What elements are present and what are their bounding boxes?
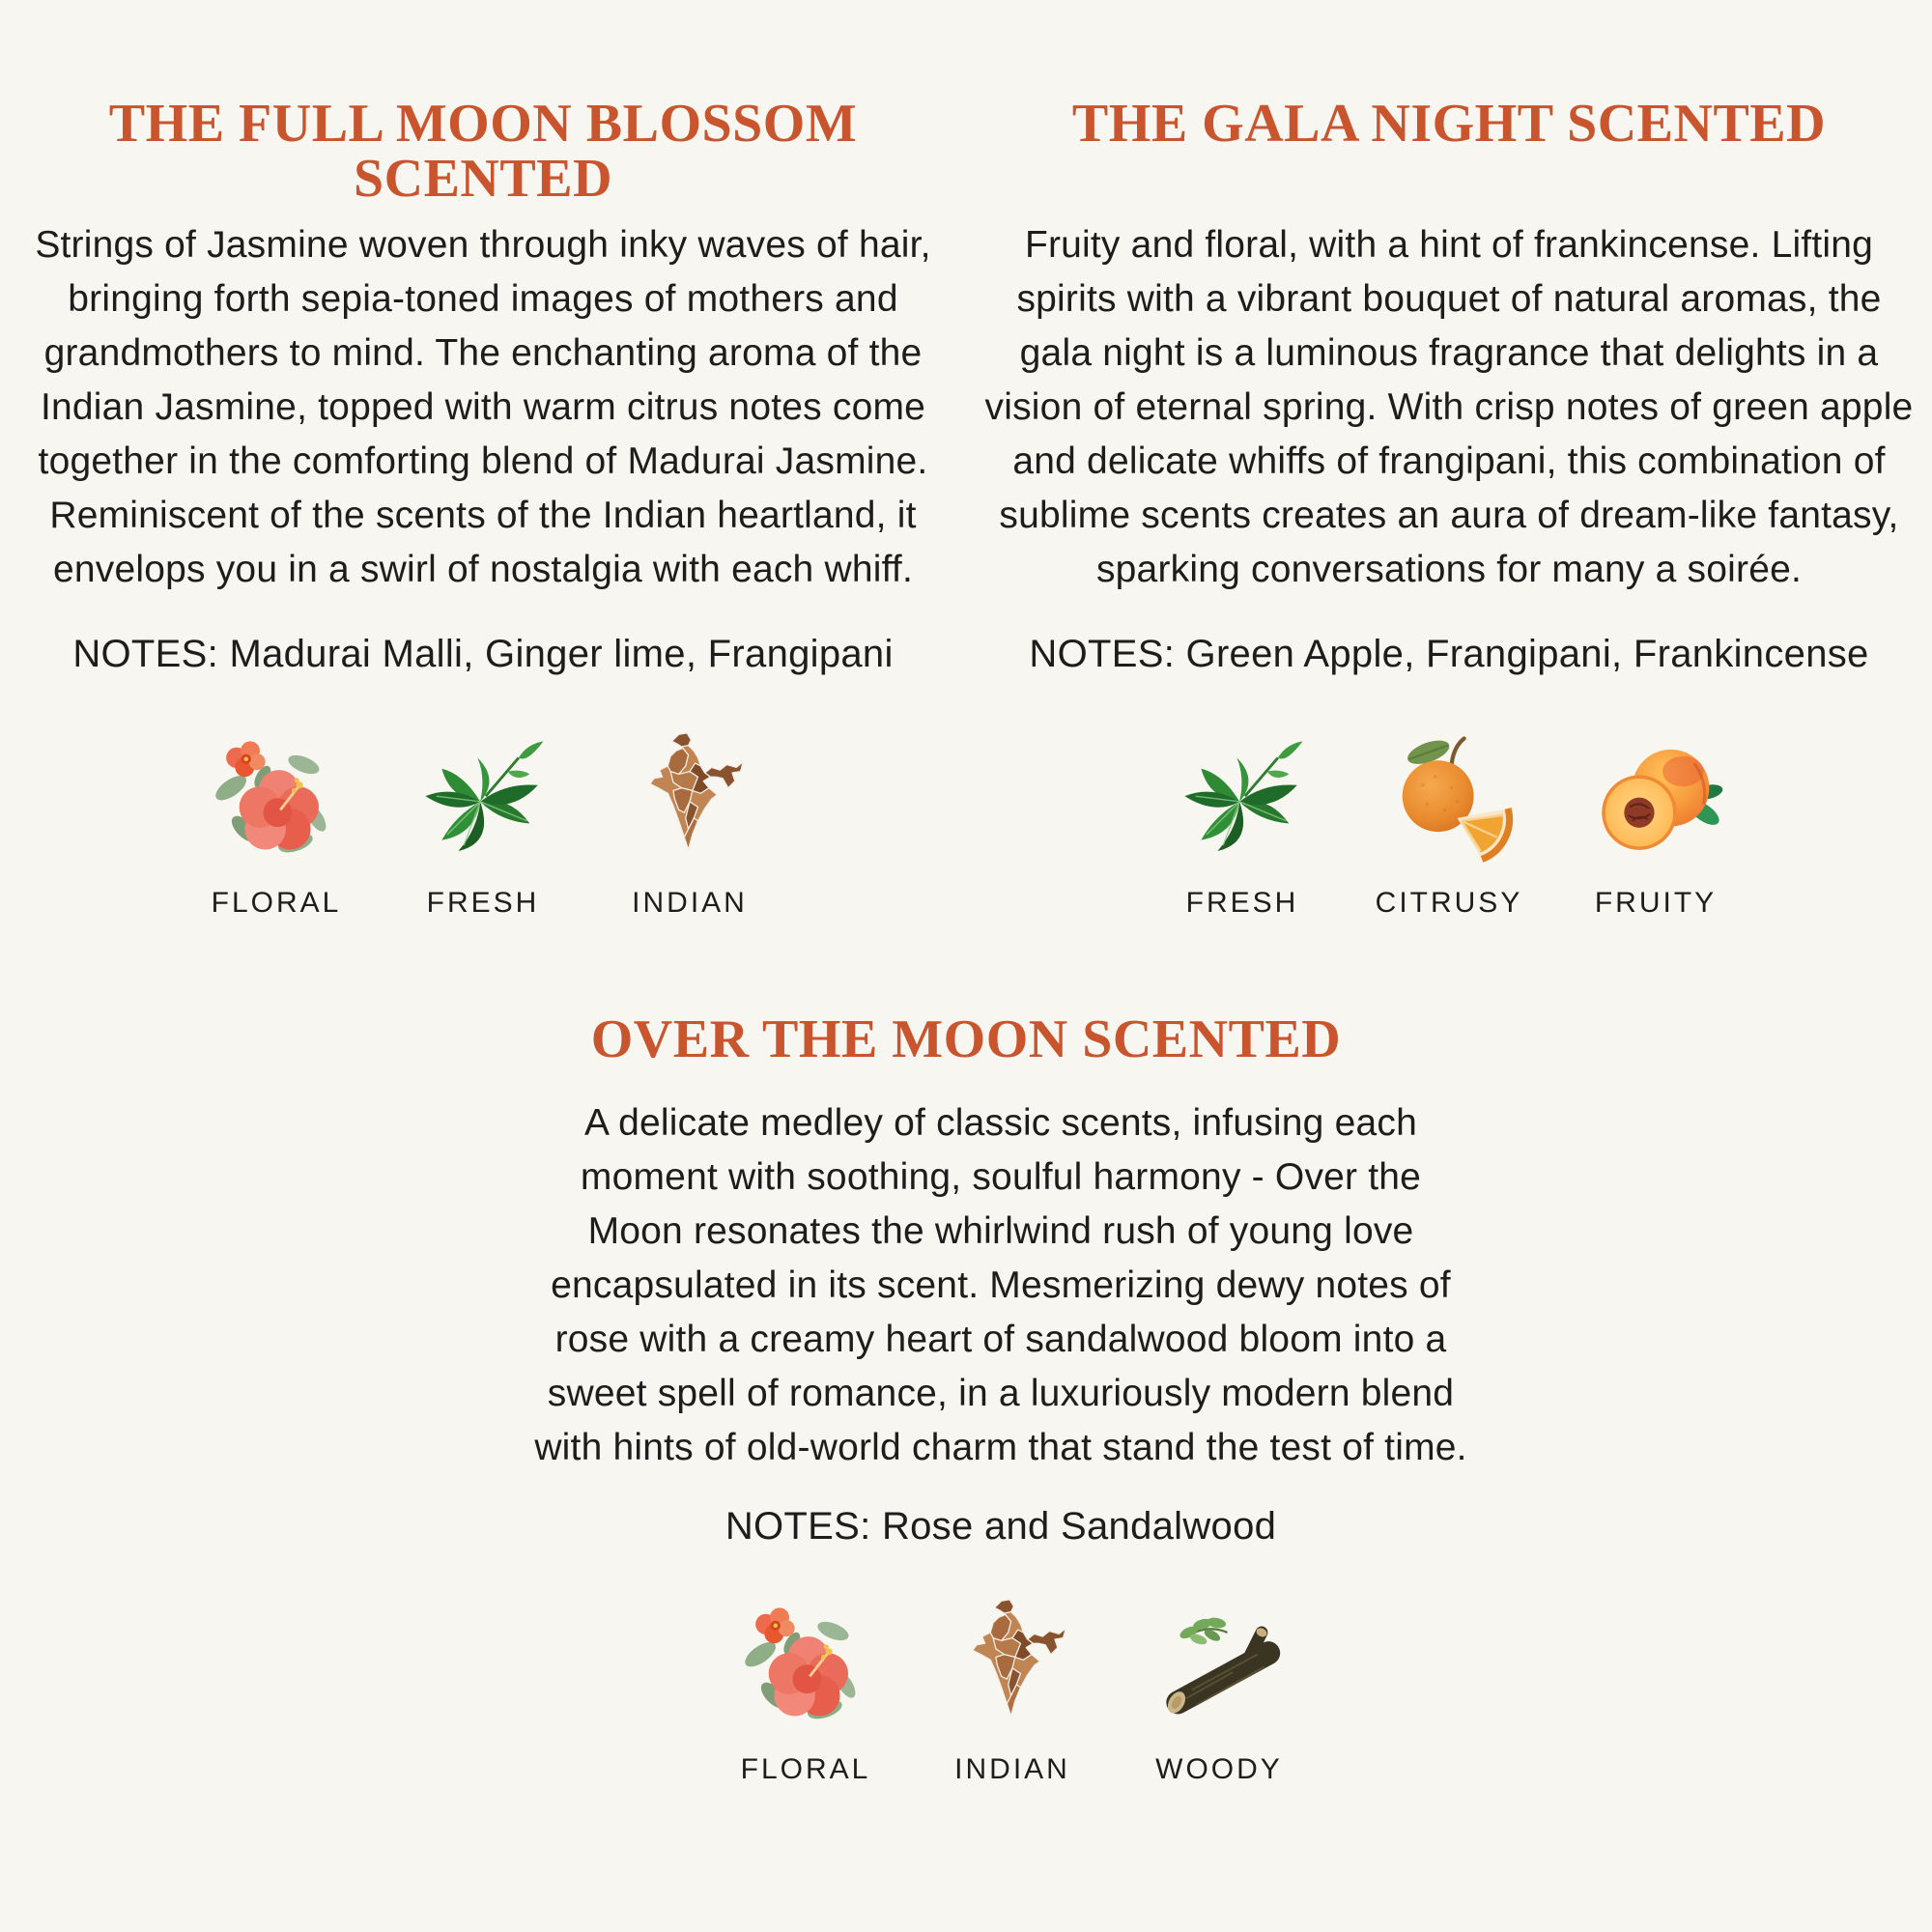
- tag-label: INDIAN: [954, 1753, 1070, 1785]
- tag-floral: [203, 730, 350, 920]
- tag-label: WOODY: [1155, 1753, 1283, 1785]
- tag-label: INDIAN: [632, 887, 748, 919]
- tag-indian: [939, 1597, 1086, 1786]
- tag-floral: [732, 1597, 879, 1786]
- section-notes: NOTES: Green Apple, Frangipani, Frankincense: [1029, 633, 1869, 675]
- wood-log-icon: [1151, 1597, 1288, 1734]
- section-title: THE FULL MOON BLOSSOM SCENTED: [108, 94, 858, 209]
- section-title-box: [1071, 94, 1827, 213]
- tag-fruity: [1582, 730, 1729, 920]
- hibiscus-flower-icon: [737, 1597, 874, 1734]
- section-description: A delicate medley of classic scents, infusing each moment with soothing, soulful harmony - Over the Moon resonates the whirlwind rush of young love encapsulated in its scent. Mesmerizing dewy notes of rose with a creamy heart of sandalwood bloom into a sweet spell of romance, in a luxuriously modern blend with hints of old-world charm that stand the test of time.: [534, 1102, 1467, 1468]
- section-title: THE GALA NIGHT SCENTED: [1071, 94, 1827, 154]
- india-map-icon: [621, 730, 758, 867]
- tag-citrusy: [1376, 730, 1522, 920]
- scent-tags-row: [1169, 730, 1729, 920]
- tag-woody: [1146, 1597, 1293, 1786]
- tag-label: FRUITY: [1594, 887, 1718, 919]
- tag-fresh: [410, 730, 556, 920]
- section-over-the-moon: [0, 1009, 1932, 1786]
- peach-fruit-icon: [1587, 730, 1724, 867]
- orange-fruit-icon: [1380, 730, 1518, 867]
- section-gala-night: [966, 94, 1932, 920]
- top-sections-row: [0, 0, 1932, 920]
- section-description: Fruity and floral, with a hint of frankincense. Lifting spirits with a vibrant bouquet of natural aromas, the gala night is a luminous fragrance that delights in a vision of eternal spring. With crisp notes of green apple and delicate whiffs of frangipani, this combination of sublime scents creates an aura of dream-like fantasy, sparking conversations for many a soirée.: [984, 224, 1914, 590]
- section-notes: NOTES: Rose and Sandalwood: [724, 1505, 1277, 1548]
- tag-label: FLORAL: [740, 1753, 871, 1785]
- green-leaves-icon: [1174, 730, 1311, 867]
- section-full-moon-blossom: [0, 94, 966, 920]
- tag-label: FLORAL: [211, 887, 342, 919]
- scent-tags-row: [203, 730, 763, 920]
- section-description: Strings of Jasmine woven through inky waves of hair, bringing forth sepia-toned images of mothers and grandmothers to mind. The enchanting aroma of the Indian Jasmine, topped with warm citrus notes come together in the comforting blend of Madurai Jasmine. Reminiscent of the scents of the Indian heartland, it envelops you in a swirl of nostalgia with each whiff.: [35, 224, 931, 590]
- section-title-box: [58, 94, 908, 213]
- tag-fresh: [1169, 730, 1316, 920]
- india-map-icon: [944, 1597, 1081, 1734]
- tag-label: FRESH: [1185, 887, 1299, 919]
- section-notes: NOTES: Madurai Malli, Ginger lime, Frangipani: [72, 633, 894, 675]
- tag-label: FRESH: [426, 887, 540, 919]
- scent-tags-row: [732, 1597, 1293, 1786]
- green-leaves-icon: [414, 730, 552, 867]
- section-title: OVER THE MOON SCENTED: [590, 1009, 1342, 1069]
- tag-label: CITRUSY: [1375, 887, 1523, 919]
- hibiscus-flower-icon: [208, 730, 345, 867]
- tag-indian: [616, 730, 763, 920]
